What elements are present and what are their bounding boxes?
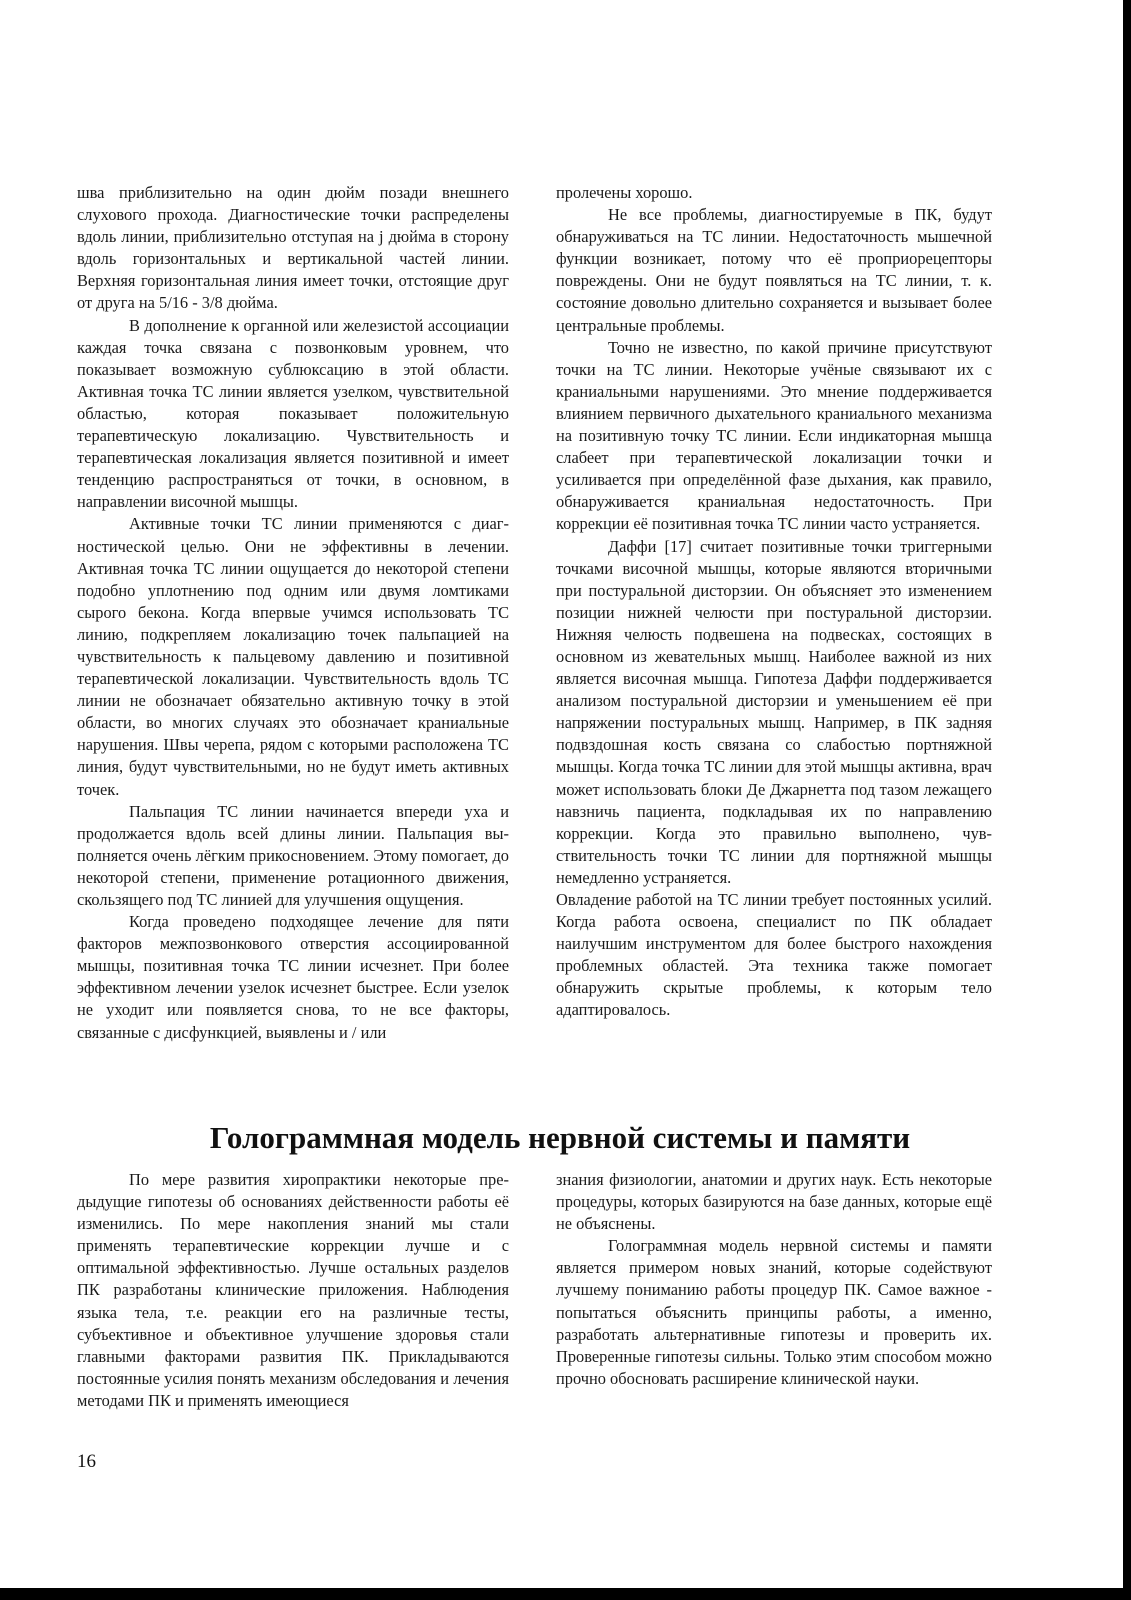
paragraph: Даффи [17] считает позитивные точки триггерными точками височной мышцы, которые являются вторичными при постуральной дисторзии. Он объясняет это изменением позиции нижней челюсти при постуральной дисторзии. Нижняя челюсть подвешена на подвесках, состоящих в основном из жевательных мышц. Наиболее важной из них является височная мышца. Гипотеза Даффи поддерживается анализом постуральной дисторзии и уменьшением её при напряжении постуральных мышц. Например, в ПК задняя подвздошная кость связана со слабостью портняжной мышцы. Когда точка ТС линии для этой мышцы активна, врач может использовать блоки Де Джарнетта под тазом лежащего навзничь пациента, подкладывая их по направлению коррекции. Когда это правильно выполнено, чувствительность точки ТС линии для портняжной мышцы немедленно устраняется. bbox=[556, 536, 992, 887]
bottom-right-column bbox=[556, 1169, 992, 1390]
paragraph: Овладение работой на ТС линии требует постоянных усилий. Когда работа освоена, специалист по ПК обладает наилучшим инструментом для более быстрого нахождения проблемных областей. Эта техника также помогает обнаружить скрытые проблемы, к которым тело адаптировалось. bbox=[556, 890, 992, 1020]
page-edge-right bbox=[1123, 0, 1131, 1600]
paragraph: Активные точки ТС линии применяются с диагностической целью. Они не эффективны в лечении. Активная точка ТС линии ощущается до некоторой степени подобно уплотнению под одним или двумя ломтиками сырого бекона. Когда впервые учимся использовать ТС линию, подкрепляем локализацию точек пальпацией на чувствительность к пальцевому давлению и позитивной терапевтической локализации. Чувствительность вдоль ТС линии не обозначает обязательно активную точку в этой области, во многих случаях это обозначает краниальные нарушения. Швы черепа, рядом с которыми расположена ТС линия, будут чувствительными, но не будут иметь активных точек. bbox=[77, 514, 509, 799]
bottom-left-column bbox=[77, 1169, 509, 1412]
paragraph: Не все проблемы, диагностируемые в ПК, будут обнаруживаться на ТС линии. Недостаточность мышечной функции возникает, потому что её проприорецепторы повреждены. Они не будут появляться на ТС линии, т. к. состояние довольно длительно сохраняется и вызывает более центральные проблемы. bbox=[556, 205, 992, 335]
paragraph: По мере развития хиропрактики некоторые предыдущие гипотезы об основаниях действенности работы её изменились. По мере накопления знаний мы стали применять терапевтические коррекции лучше и с оптимальной эффективностью. Лучше остальных разделов ПК разработаны клинические приложения. Наблюдения языка тела, т.е. реакции его на различные тесты, субъективное и объективное улучшение здоровья стали главными факторами развития ПК. Прикладываются постоянные усилия понять механизм обследования и лечения методами ПК и применять имеющиеся bbox=[77, 1170, 509, 1410]
paragraph: Точно не известно, по какой причине присутствуют точки на ТС линии. Некоторые учёные связывают их с краниальными нарушениями. Это мнение поддерживается влиянием первичного дыхательного краниального механизма на позитивную точку ТС линии. Если индикаторная мышца слабеет при терапевтической локализации точки и усиливается при определённой фазе дыхания, как правило, обнаруживается краниальная недостаточность. При коррекции её позитивная точка ТС линии часто устраняется. bbox=[556, 337, 992, 534]
paragraph: Когда проведено подходящее лечение для пяти факторов межпозвонкового отверстия ассоциированной мышцы, позитивная точка ТС линии исчезнет. При более эффективном лечении узелок исчезнет быстрее. Если узелок не уходит или появляется снова, то не все факторы, связанные с дисфункцией, выявлены и / или bbox=[77, 912, 509, 1042]
paragraph: знания физиологии, анатомии и других наук. Есть некоторые процедуры, которых базируются на базе данных, которые ещё не объяснены. bbox=[556, 1170, 992, 1234]
page-edge-bottom bbox=[0, 1588, 1131, 1600]
paragraph: Голограммная модель нервной системы и памяти является примером новых знаний, которые содействуют лучшему пониманию работы процедур ПК. Самое важное - попытаться объяснить принципы работы, а именно, разработать альтернативные гипотезы и проверить их. Проверенные гипотезы сильны. Только этим способом можно прочно обосновать расширение клинической науки. bbox=[556, 1236, 992, 1388]
paragraph: пролечены хорошо. bbox=[556, 183, 693, 202]
page-number: 16 bbox=[77, 1451, 96, 1472]
paragraph: Пальпация ТС линии начинается впереди уха и продолжается вдоль всей длины линии. Пальпация выполняется очень лёгким прикосновением. Этому помогает, до некоторой степени, применение ротационного движения, скользящего под ТС линией для улучшения ощущения. bbox=[77, 801, 509, 909]
paragraph: В дополнение к органной или железистой ассоциации каждая точка связана с позвонковым уровнем, что показывает возможную сублюксацию в этой области. Активная точка ТС линии является узелком, чувствительной областью, которая показывает положительную терапевтическую локализацию. Чувствительность и терапевтическая локализация является позитивной и имеет тенденцию распространяться от точки, в основном, в направлении височной мышцы. bbox=[77, 315, 509, 512]
section-title: Голограммная модель нервной системы и памяти bbox=[209, 1120, 911, 1155]
top-right-column bbox=[556, 182, 992, 1022]
top-left-column bbox=[77, 182, 509, 1044]
paragraph: шва приблизительно на один дюйм позади внешнего слухового прохода. Диагностические точки распределены вдоль линии, приблизительно отступая на j дюйма в сторону вдоль горизонтальных и вертикальной частей линии. Верхняя горизонтальная линия имеет точки, отстоящие друг от друга на 5/16 - 3/8 дюйма. bbox=[77, 183, 509, 313]
